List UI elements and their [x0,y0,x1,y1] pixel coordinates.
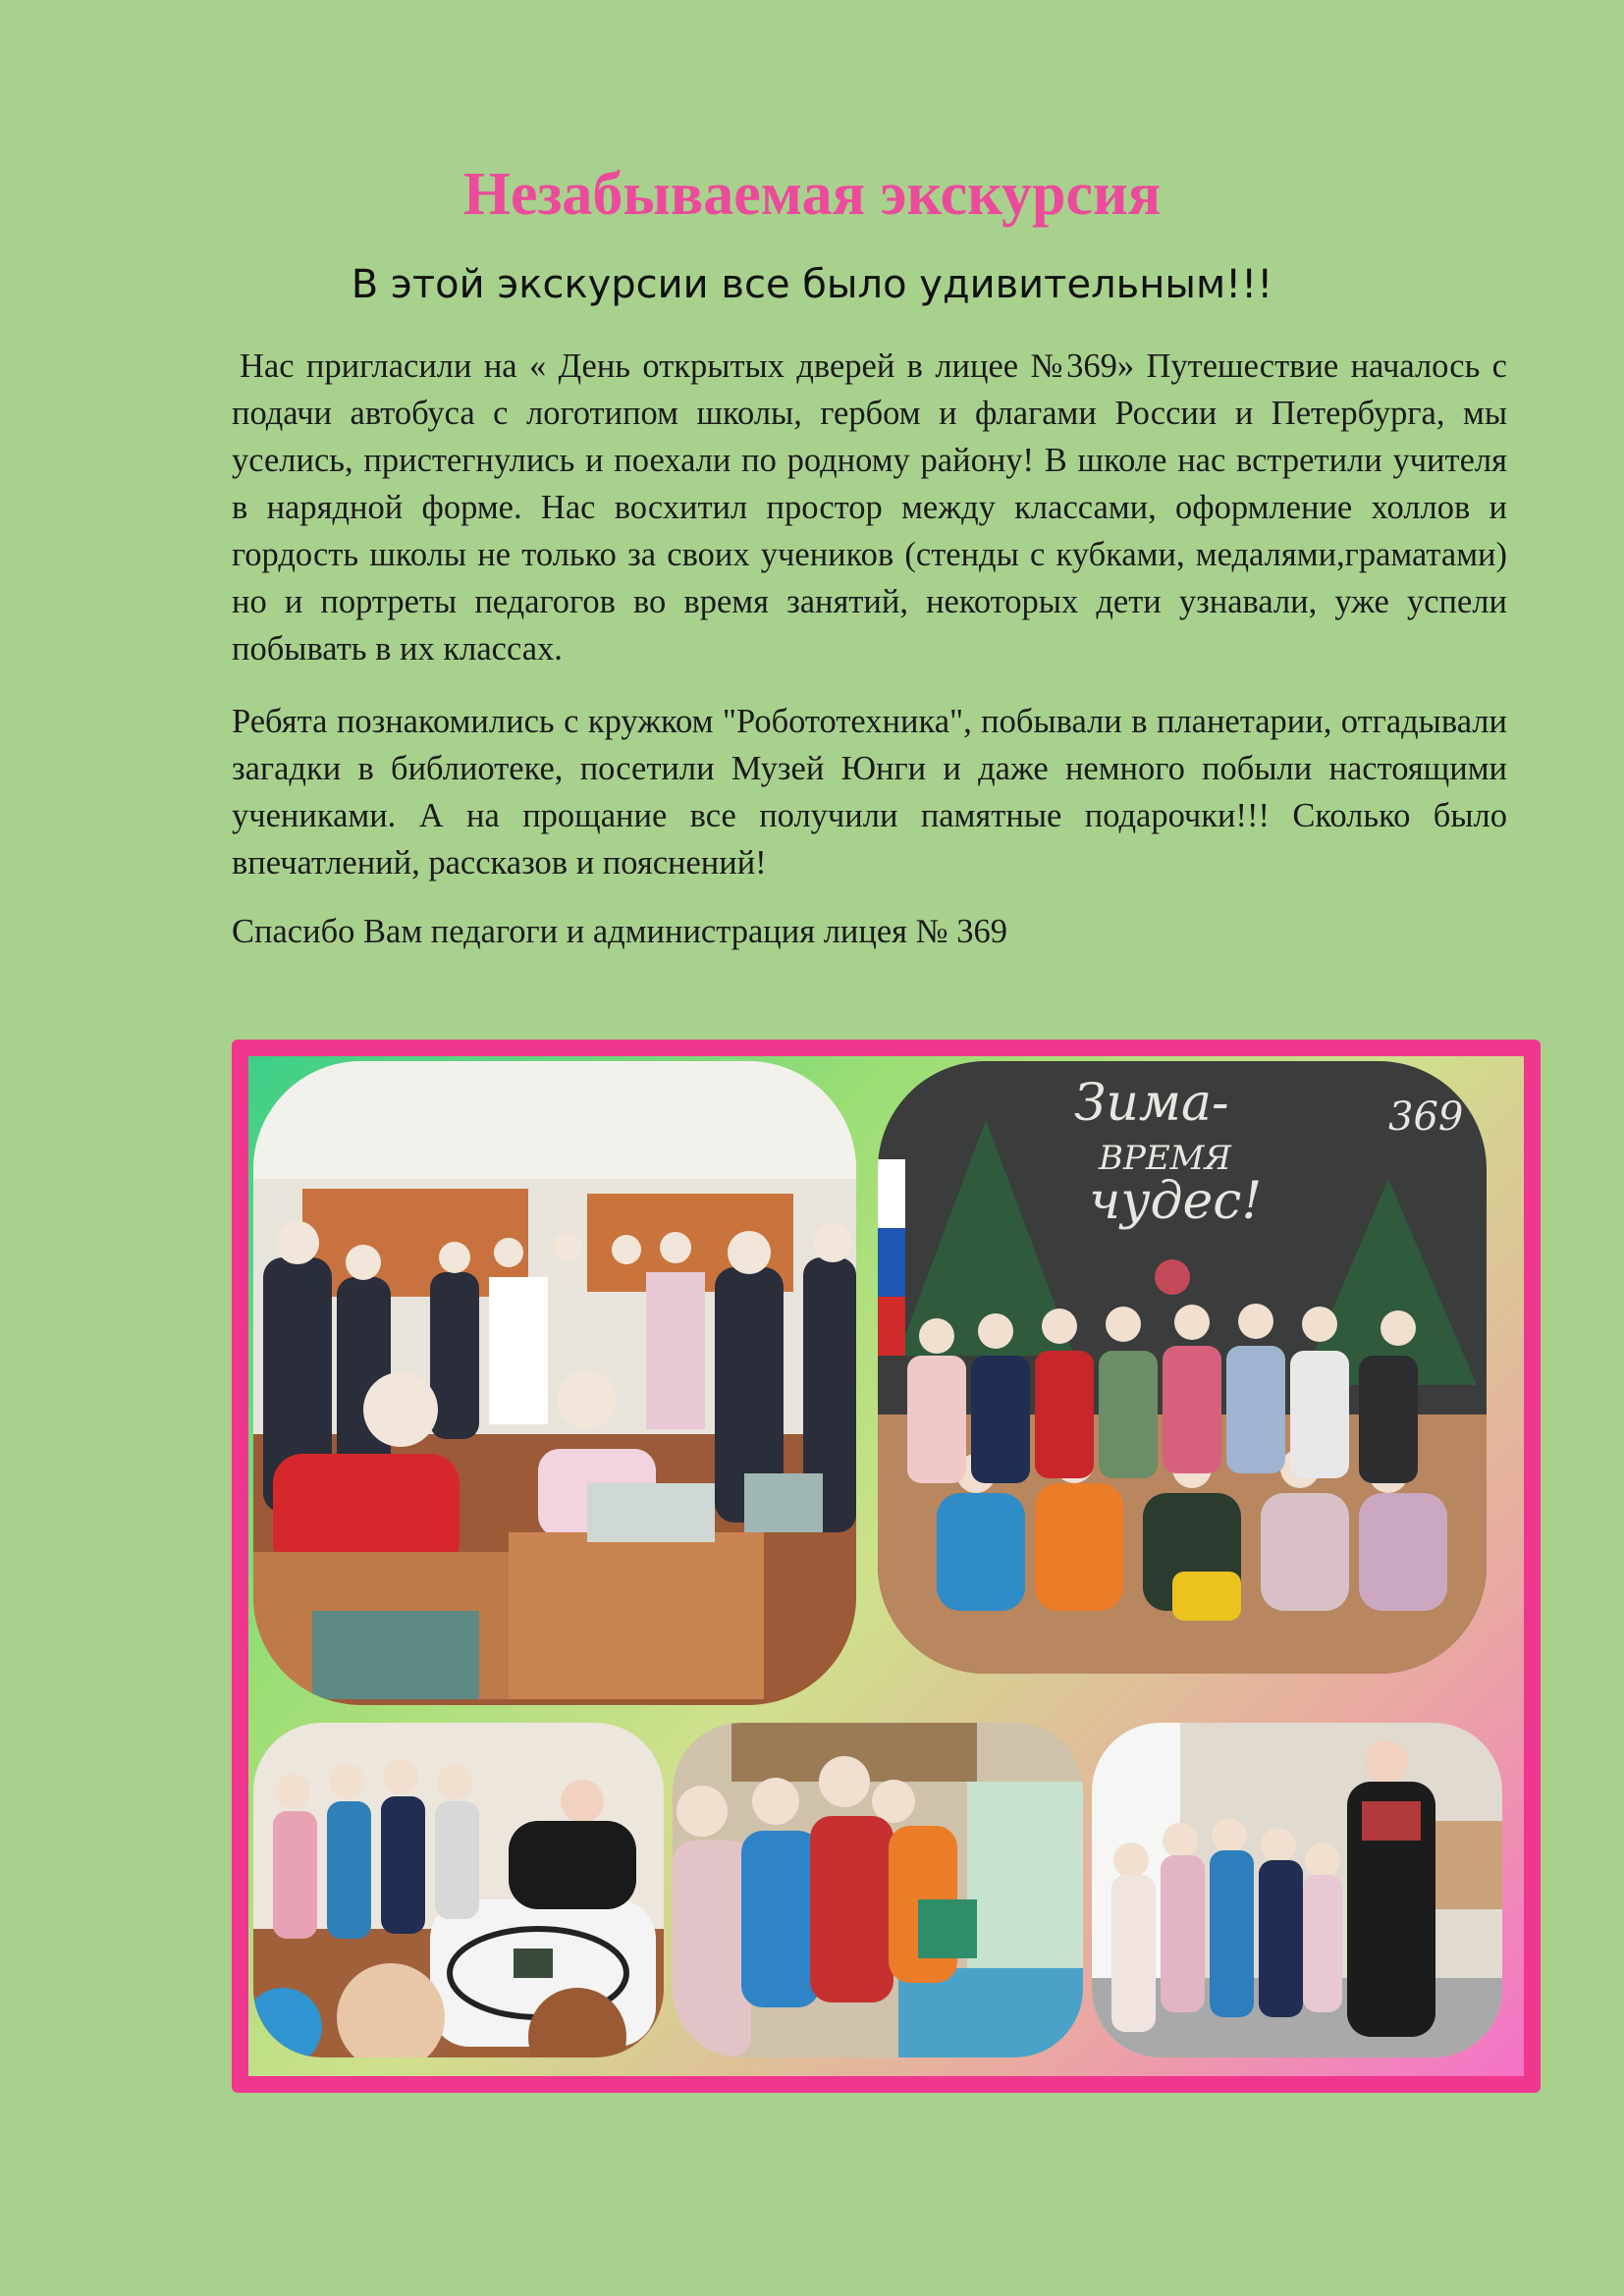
photo-museum [673,1723,1083,2057]
page-subtitle: В этой экскурсии все было удивительным!!! [351,262,1273,307]
paragraph-2: Ребята познакомились с кружком "Робототехника", побывали в планетарии, отгадывали загадки в библиотеке, посетили Музей Юнги и даже немного побыли настоящими учениками. А на прощание все получили памятные подарочки!!! Сколько было впечатлений, рассказов и пояснений! [232,703,1507,881]
photo-chalkboard-group [878,1061,1487,1674]
photo-robotics [253,1723,664,2057]
chalkboard-text-3: чудес! [1089,1172,1263,1231]
photo-classroom [253,1061,856,1705]
page-title: Незабываемая экскурсия [462,161,1162,228]
photo-hallway-teacher [1092,1723,1502,2057]
chalkboard-text-4: 369 [1388,1095,1464,1140]
paragraph-3: Спасибо Вам педагоги и администрация лицея № 369 [232,913,1007,950]
paragraph-1: Нас пригласили на « День открытых дверей в лицее №369» Путешествие началось с подачи автобуса с логотипом школы, гербом и флагами России и Петербурга, мы уселись, пристегнулись и поехали по родному району! В школе нас встретили учителя в нарядной форме. Нас восхитил простор между классами, оформление холлов и гордость школы не только за своих учеников (стенды с кубками, медалями,граматами) но и портреты педагогов во время занятий, некоторых дети узнавали, уже успели побывать в их классах. [232,347,1507,667]
chalkboard-text-2: ВРЕМЯ [1099,1139,1231,1178]
chalkboard-text-1: Зима- [1074,1074,1229,1133]
